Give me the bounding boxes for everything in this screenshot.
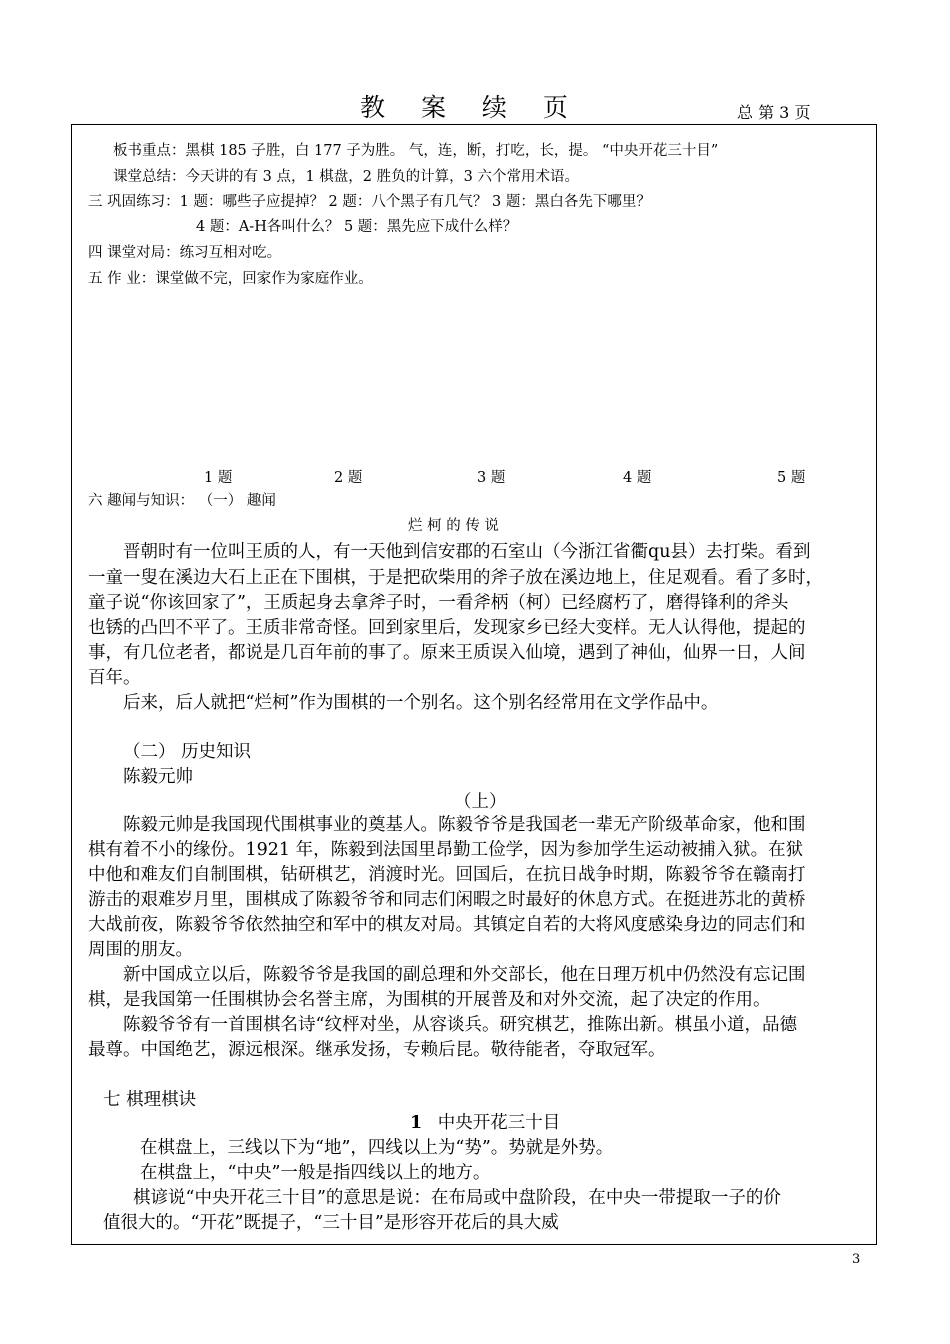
story-title: 烂 柯 的 传 说 <box>408 518 499 534</box>
theory-heading: 七 棋理棋诀 <box>103 1090 197 1110</box>
theory-sub-number: 1 <box>410 1113 423 1133</box>
page-title: 教 案 续 页 <box>360 93 582 122</box>
story-line: 晋朝时有一位叫王质的人，有一天他到信安郡的石室山（今浙江省衢qu县）去打柴。看到 <box>123 542 811 562</box>
story-line: 也锈的凸凹不平了。王质非常奇怪。回到家里后，发现家乡已经大变样。无人认得他，提起的 <box>88 618 806 638</box>
story-line: 事，有几位老者，都说是几百年前的事了。原来王质误入仙境，遇到了神仙，仙界一日，人间 <box>88 643 806 663</box>
homework: 五 作 业：课堂做不完，回家作为家庭作业。 <box>88 271 373 287</box>
history-part: （上） <box>454 792 507 812</box>
theory-sub-title: 中央开花三十目 <box>437 1113 561 1133</box>
history-line: 陈毅爷爷有一首围棋名诗“纹枰对坐，从容谈兵。研究棋艺，推陈出新。棋虽小道，品德 <box>123 1015 797 1035</box>
page-count: 总 第 3 页 <box>737 103 811 122</box>
story-line: 后来，后人就把“烂柯”作为围棋的一个别名。这个别名经常用在文学作品中。 <box>123 693 719 713</box>
practice-line-2: 4 题：A-H各叫什么？ 5 题：黑先应下成什么样？ <box>196 219 518 235</box>
history-line: 棋有着不小的缘份。1921 年，陈毅到法国里昂勤工俭学，因为参加学生运动被捕入狱。在狱 <box>88 840 804 860</box>
history-line: 大战前夜，陈毅爷爷依然抽空和军中的棋友对局。其镇定自若的大将风度感染身边的同志们和 <box>88 915 806 935</box>
history-line: 游击的艰难岁月里，围棋成了陈毅爷爷和同志们闲暇之时最好的休息方式。在挺进苏北的黄桥 <box>88 890 806 910</box>
problem-label: 1 题 <box>204 470 233 486</box>
theory-line: 在棋盘上，“中央”一般是指四线以上的地方。 <box>140 1163 491 1183</box>
theory-line: 在棋盘上，三线以下为“地”，四线以上为“势”。势就是外势。 <box>140 1138 614 1158</box>
history-line: 中他和难友们自制围棋，钻研棋艺，消渡时光。回国后，在抗日战争时期，陈毅爷爷在赣南打 <box>88 865 806 885</box>
practice-line-1: 三 巩固练习：1 题：哪些子应提掉？ 2 题：八个黑子有几气？ 3 题：黑白各先下哪里？ <box>88 194 651 210</box>
story-line: 童子说“你该回家了”，王质起身去拿斧子时，一看斧柄（柯）已经腐朽了，磨得锋利的斧头 <box>88 593 789 613</box>
story-line: 一童一叟在溪边大石上正在下围棋，于是把砍柴用的斧子放在溪边地上，住足观看。看了多时， <box>88 568 823 588</box>
page-number: 3 <box>852 1252 861 1267</box>
history-heading: （二） 历史知识 <box>123 742 252 762</box>
history-name: 陈毅元帅 <box>123 767 193 787</box>
problem-label: 2 题 <box>334 470 363 486</box>
problem-label: 3 题 <box>477 470 506 486</box>
history-line: 周围的朋友。 <box>88 940 193 960</box>
board-points: 板书重点：黑棋 185 子胜，白 177 子为胜。 气，连，断，打吃，长，提。 “中央开花三十目” <box>113 143 719 159</box>
problem-label: 4 题 <box>623 470 652 486</box>
knowledge-heading: 六 趣闻与知识： （一） 趣闻 <box>88 493 276 509</box>
class-match: 四 课堂对局：练习互相对吃。 <box>88 245 282 261</box>
theory-subtitle <box>410 1109 560 1134</box>
history-line: 新中国成立以后，陈毅爷爷是我国的副总理和外交部长，他在日理万机中仍然没有忘记围 <box>123 965 806 985</box>
class-summary: 课堂总结：今天讲的有 3 点，1 棋盘，2 胜负的计算，3 六个常用术语。 <box>113 169 579 185</box>
history-line: 棋，是我国第一任围棋协会名誉主席，为围棋的开展普及和对外交流，起了决定的作用。 <box>88 990 771 1010</box>
history-line: 陈毅元帅是我国现代围棋事业的奠基人。陈毅爷爷是我国老一辈无产阶级革命家，他和围 <box>123 815 806 835</box>
theory-line: 值很大的。“开花”既提子，“三十目”是形容开花后的具大威 <box>103 1213 559 1233</box>
history-line: 最尊。中国绝艺，源远根深。继承发扬，专赖后昆。敬待能者，夺取冠军。 <box>88 1040 666 1060</box>
story-line: 百年。 <box>88 668 141 688</box>
theory-line: 棋谚说“中央开花三十目”的意思是说：在布局或中盘阶段，在中央一带提取一子的价 <box>133 1188 781 1208</box>
problem-label: 5 题 <box>777 470 806 486</box>
lesson-frame <box>71 124 877 1245</box>
